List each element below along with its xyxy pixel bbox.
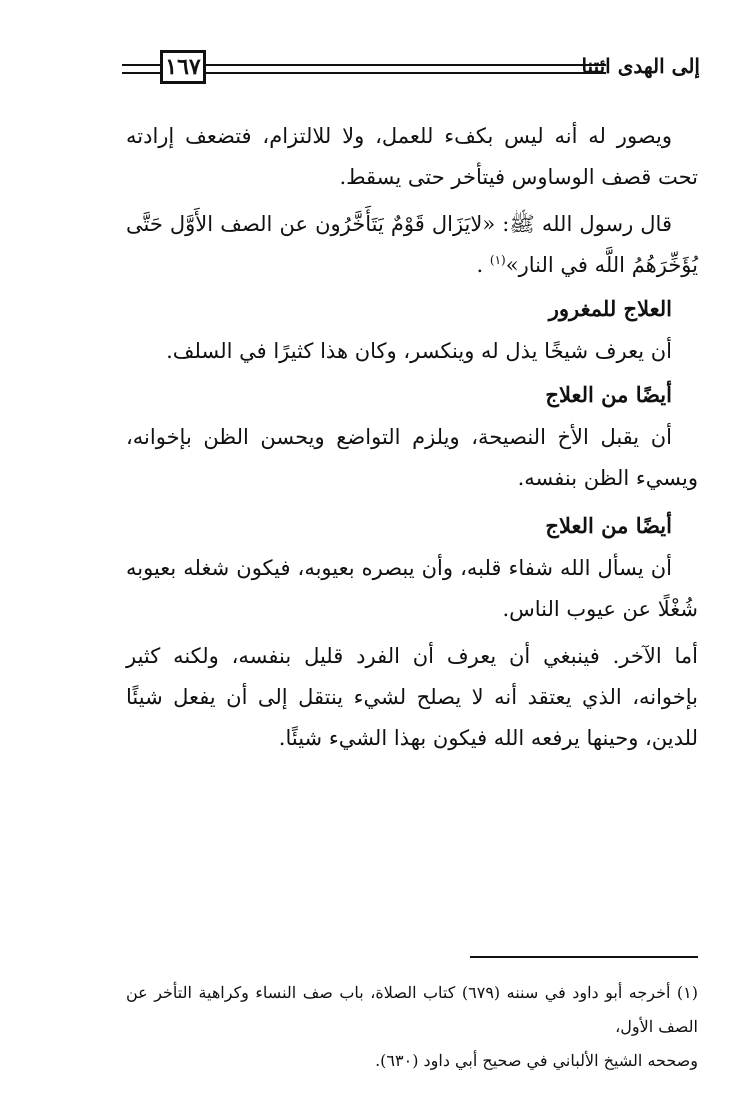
hadith-end: . <box>476 253 490 277</box>
hadith-text: قال رسول الله ﷺ: «لايَزَال قَوْمٌ يَتَأَخَّرُون عن الصف الأَوَّل حَتَّى يُؤَخِّرَهُمُ اللَّه في النار» <box>126 212 698 277</box>
section-heading: أيضًا من العلاج <box>545 513 672 538</box>
hadith-paragraph <box>126 204 698 286</box>
footnote-reference: (١) <box>489 253 506 267</box>
section-heading: العلاج للمغرور <box>548 296 672 321</box>
footnote-separator <box>470 956 698 958</box>
header-rule-right <box>206 64 606 74</box>
page-number-box <box>160 50 206 84</box>
footnote-line: وصححه الشيخ الألباني في صحيح أبي داود (٦٣٠). <box>375 1051 698 1070</box>
paragraph: أن يسأل الله شفاء قلبه، وأن يبصره بعيوبه، فيكون شغله بعيوبه شُغْلًا عن عيوب الناس. <box>126 556 698 621</box>
paragraph: أن يقبل الأخ النصيحة، ويلزم التواضع ويحسن الظن بإخوانه، ويسيء الظن بنفسه. <box>126 425 698 490</box>
paragraph: أن يعرف شيخًا يذل له وينكسر، وكان هذا كثيرًا في السلف. <box>166 339 672 363</box>
running-title: إلى الهدى ائتنا <box>581 54 700 78</box>
page-header <box>122 50 698 90</box>
body-text <box>126 116 698 759</box>
paragraph: أما الآخر. فينبغي أن يعرف أن الفرد قليل بنفسه، ولكنه كثير بإخوانه، الذي يعتقد أنه لا يصلح لشيء ينتقل إلى أن يفعل شيئًا للدين، وحينها يرفعه الله فيكون بهذا الشيء شيئًا. <box>126 644 698 750</box>
footnote-line: (١) أخرجه أبو داود في سننه (٦٧٩) كتاب الصلاة، باب صف النساء وكراهية التأخر عن الصف الأول، <box>126 983 699 1036</box>
paragraph: ويصور له أنه ليس بكفء للعمل، ولا للالتزام، فتضعف إرادته تحت قصف الوساوس فيتأخر حتى يسقط. <box>126 124 698 189</box>
page-number: ١٦٧ <box>165 54 201 80</box>
footnotes <box>126 976 698 1078</box>
section-heading: أيضًا من العلاج <box>545 382 672 407</box>
header-rule-left <box>122 64 160 74</box>
